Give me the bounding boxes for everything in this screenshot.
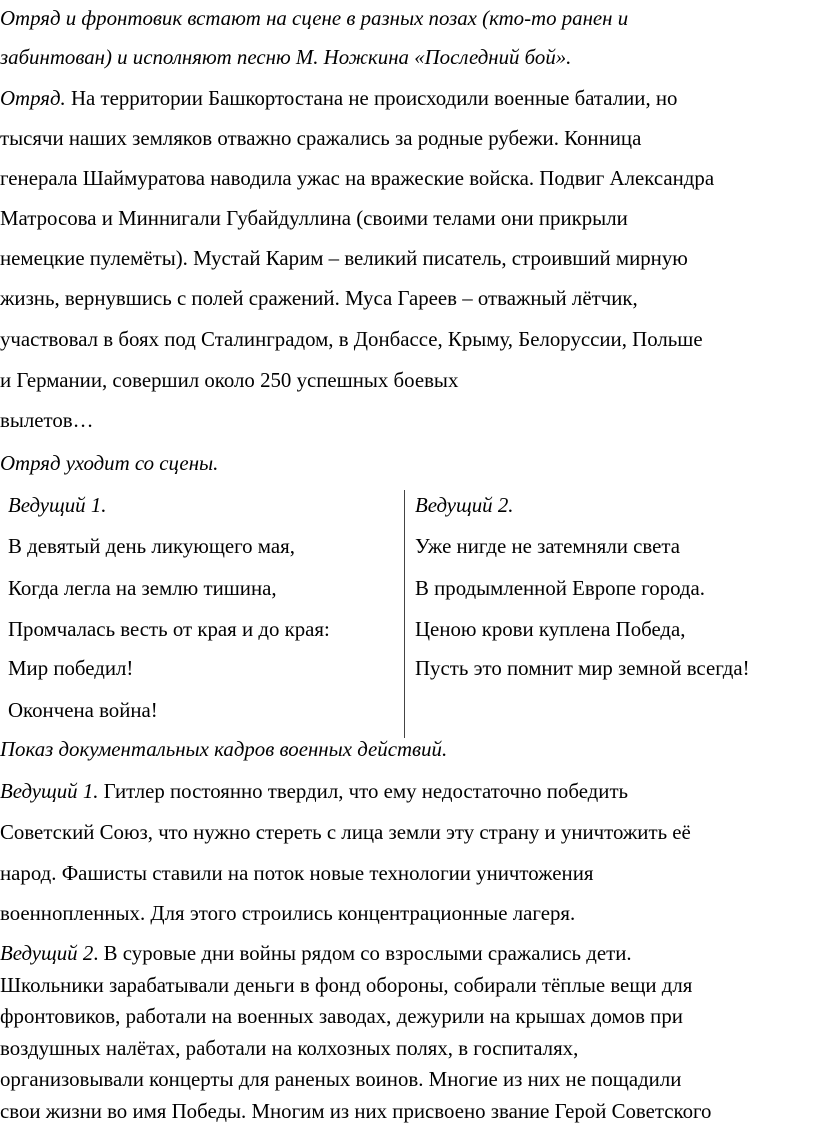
poem-left-speaker: Ведущий 1. bbox=[8, 493, 107, 517]
paragraph-line: тысячи наших земляков отважно сражались за родные рубежи. Конница bbox=[0, 126, 642, 150]
speaker-label: Ведущий 1. bbox=[0, 779, 99, 803]
paragraph-line: народ. Фашисты ставили на поток новые технологии уничтожения bbox=[0, 861, 594, 885]
paragraph-line: генерала Шаймуратова наводила ужас на вражеские войска. Подвиг Александра bbox=[0, 166, 715, 190]
paragraph-line: и Германии, совершил около 250 успешных боевых bbox=[0, 368, 459, 392]
paragraph-line: военнопленных. Для этого строились концентрационные лагеря. bbox=[0, 901, 576, 925]
paragraph-line: немецкие пулемёты). Мустай Карим – великий писатель, строивший мирную bbox=[0, 246, 688, 270]
poem-line: В продымленной Европе города. bbox=[415, 576, 706, 600]
paragraph-line: организовывали концерты для раненых воинов. Многие из них не пощадили bbox=[0, 1067, 682, 1091]
poem-line: В девятый день ликующего мая, bbox=[8, 534, 295, 558]
paragraph-line: Советский Союз, что нужно стереть с лица земли эту страну и уничтожить её bbox=[0, 820, 691, 844]
poem-line: Когда легла на землю тишина, bbox=[8, 576, 277, 600]
paragraph-line: Отряд. На территории Башкортостана не происходили военные баталии, но bbox=[0, 86, 678, 110]
column-divider bbox=[404, 490, 405, 738]
speaker-label: Отряд. bbox=[0, 86, 66, 110]
paragraph-line: Школьники зарабатывали деньги в фонд обороны, собирали тёплые вещи для bbox=[0, 973, 693, 997]
paragraph-line: фронтовиков, работали на военных заводах, дежурили на крышах домов при bbox=[0, 1004, 683, 1028]
paragraph-line: Ведущий 1. Гитлер постоянно твердил, что ему недостаточно победить bbox=[0, 779, 629, 803]
speaker-label: Ведущий 2 bbox=[0, 941, 94, 965]
poem-line: Ценою крови куплена Победа, bbox=[415, 617, 686, 641]
stage-direction: Отряд уходит со сцены. bbox=[0, 451, 219, 475]
paragraph-line: жизнь, вернувшись с полей сражений. Муса Гареев – отважный лётчик, bbox=[0, 286, 638, 310]
stage-direction: забинтован) и исполняют песню М. Ножкина «Последний бой». bbox=[0, 45, 572, 69]
paragraph-line: Ведущий 2. В суровые дни войны рядом со взрослыми сражались дети. bbox=[0, 941, 632, 965]
poem-line: Окончена война! bbox=[8, 698, 158, 722]
poem-line: Уже нигде не затемняли света bbox=[415, 534, 681, 558]
paragraph-line: воздушных налётах, работали на колхозных полях, в госпиталях, bbox=[0, 1036, 579, 1060]
poem-right-speaker: Ведущий 2. bbox=[415, 493, 514, 517]
paragraph-line: Матросова и Миннигали Губайдуллина (своими телами они прикрыли bbox=[0, 206, 628, 230]
poem-line: Мир победил! bbox=[8, 656, 134, 680]
stage-direction: Отряд и фронтовик встают на сцене в разных позах (кто-то ранен и bbox=[0, 6, 629, 30]
poem-line: Промчалась весть от края и до края: bbox=[8, 617, 330, 641]
paragraph-line: вылетов… bbox=[0, 408, 94, 432]
poem-line: Пусть это помнит мир земной всегда! bbox=[415, 656, 750, 680]
stage-direction: Показ документальных кадров военных действий. bbox=[0, 737, 448, 761]
paragraph-line: участвовал в боях под Сталинградом, в Донбассе, Крыму, Белоруссии, Польше bbox=[0, 327, 703, 351]
paragraph-line: свои жизни во имя Победы. Многим из них присвоено звание Герой Советского bbox=[0, 1099, 712, 1123]
